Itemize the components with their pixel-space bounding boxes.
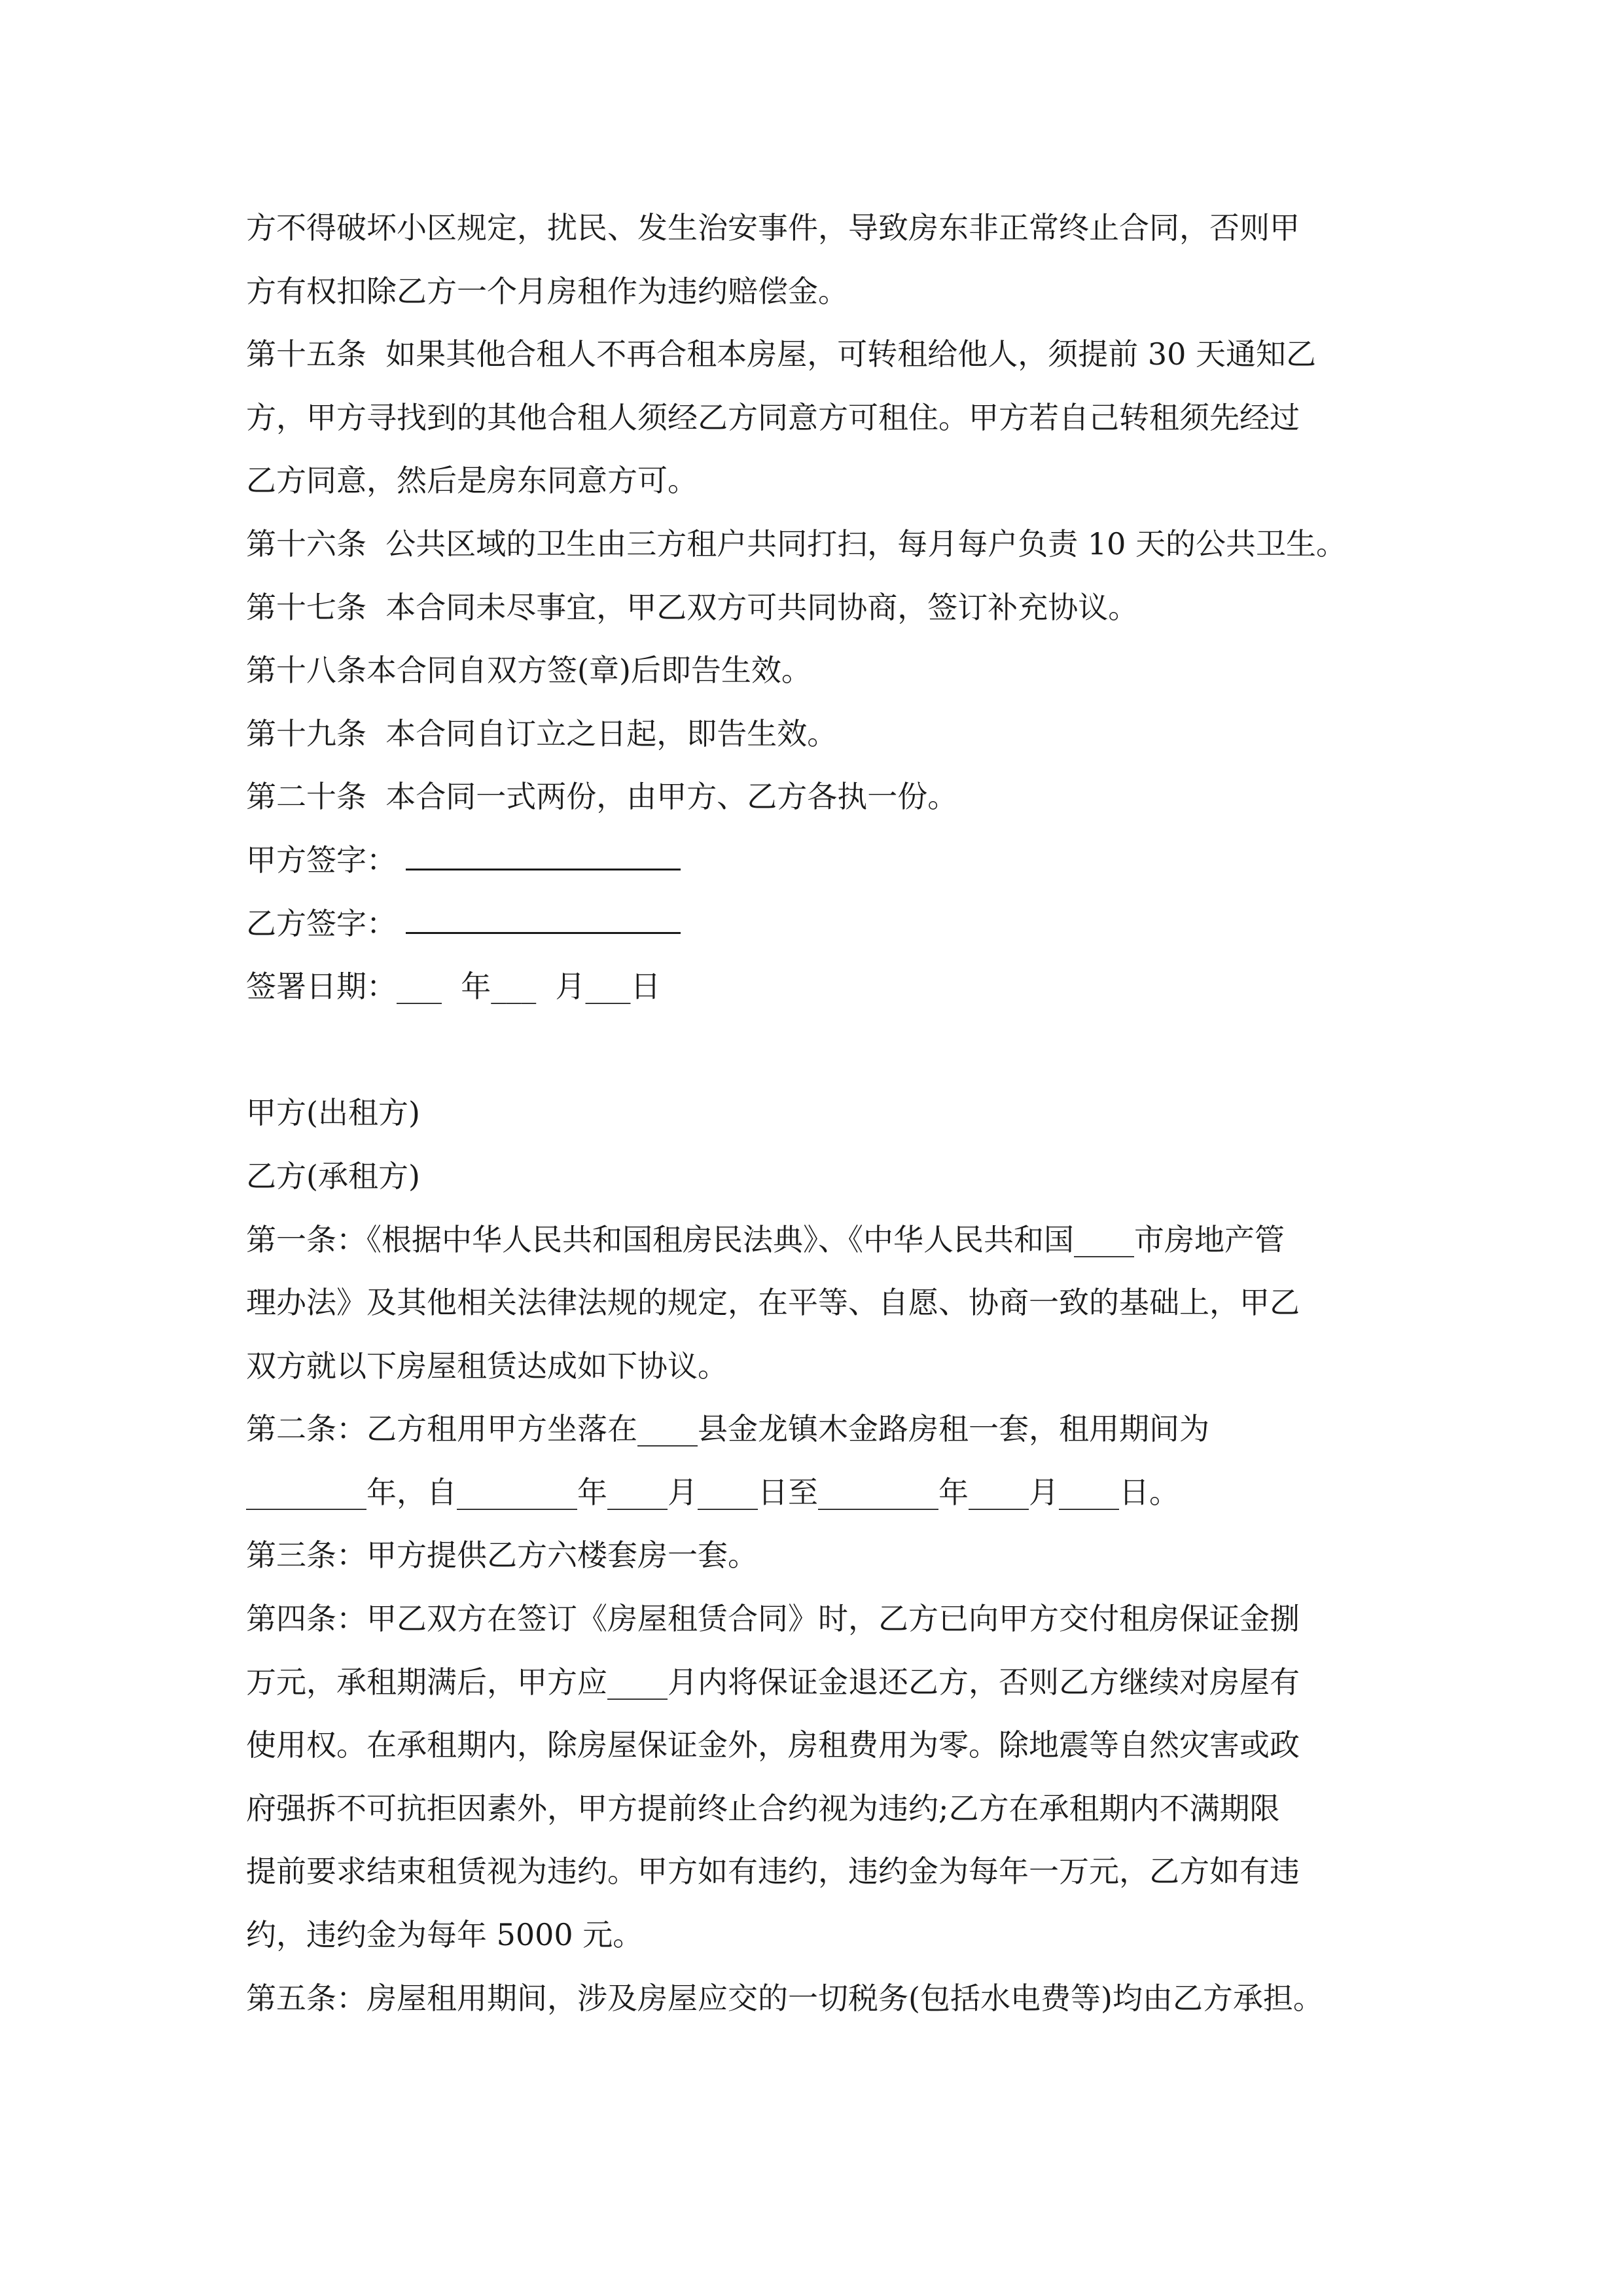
text-line: 使用权。在承租期内，除房屋保证金外，房租费用为零。除地震等自然灾害或政: [246, 1727, 1300, 1763]
signature-a-row: [246, 829, 1385, 892]
article-2: 第二条：乙方租用甲方坐落在____县金龙镇木金路房租一套，租用期间为: [246, 1411, 1209, 1447]
party-b: 乙方(承租方): [246, 1158, 420, 1194]
signature-b-label: 乙方签字：: [246, 905, 397, 941]
text-line: 双方就以下房屋租赁达成如下协议。: [246, 1348, 728, 1384]
signature-b-blank: [406, 906, 681, 934]
signature-b-row: [246, 892, 1385, 956]
clause-19: 第十九条 本合同自订立之日起，即告生效。: [246, 715, 838, 751]
article-3: 第三条：甲方提供乙方六楼套房一套。: [246, 1537, 758, 1573]
clause-18: 第十八条本合同自双方签(章)后即告生效。: [246, 653, 812, 689]
text-line: 府强拆不可抗拒因素外，甲方提前终止合约视为违约;乙方在承租期内不满期限: [246, 1790, 1280, 1826]
clause-20: 第二十条 本合同一式两份，由甲方、乙方各执一份。: [246, 779, 958, 815]
signature-a-blank: [406, 842, 681, 870]
section-gap: [246, 1018, 1385, 1082]
text-line: 理办法》及其他相关法律法规的规定，在平等、自愿、协商一致的基础上，甲乙: [246, 1285, 1300, 1321]
text-line: 约，违约金为每年 5000 元。: [246, 1917, 643, 1953]
article-1: 第一条：《根据中华人民共和国租房民法典》、《中华人民共和国____市房地产管: [246, 1221, 1285, 1257]
clause-16: 第十六条 公共区域的卫生由三方租户共同打扫，每月每户负责 10 天的公共卫生。: [246, 526, 1347, 562]
article-4: 第四条：甲乙双方在签订《房屋租赁合同》时，乙方已向甲方交付租房保证金捌: [246, 1601, 1300, 1637]
party-a: 甲方(出租方): [246, 1095, 420, 1131]
sign-date: 签署日期：___ 年___ 月___日: [246, 969, 661, 1005]
text-line: 万元，承租期满后，甲方应____月内将保证金退还乙方，否则乙方继续对房屋有: [246, 1664, 1300, 1700]
clause-17: 第十七条 本合同未尽事宜，甲乙双方可共同协商，签订补充协议。: [246, 589, 1139, 625]
document-body: [246, 196, 1385, 2030]
article-5: 第五条：房屋租用期间，涉及房屋应交的一切税务(包括水电费等)均由乙方承担。: [246, 1980, 1323, 2016]
text-line: 方有权扣除乙方一个月房租作为违约赔偿金。: [246, 273, 848, 309]
text-line: 提前要求结束租赁视为违约。甲方如有违约，违约金为每年一万元，乙方如有违: [246, 1854, 1300, 1890]
text-line: 方，甲方寻找到的其他合租人须经乙方同意方可租住。甲方若自己转租须先经过: [246, 399, 1300, 435]
signature-a-label: 甲方签字：: [246, 842, 397, 878]
text-line: 乙方同意，然后是房东同意方可。: [246, 463, 698, 499]
text-line: 方不得破坏小区规定，扰民、发生治安事件，导致房东非正常终止合同，否则甲: [246, 210, 1300, 245]
text-line: ________年，自________年____月____日至________年____月____日。: [246, 1474, 1179, 1510]
clause-15: 第十五条 如果其他合租人不再合租本房屋，可转租给他人，须提前 30 天通知乙: [246, 336, 1317, 372]
